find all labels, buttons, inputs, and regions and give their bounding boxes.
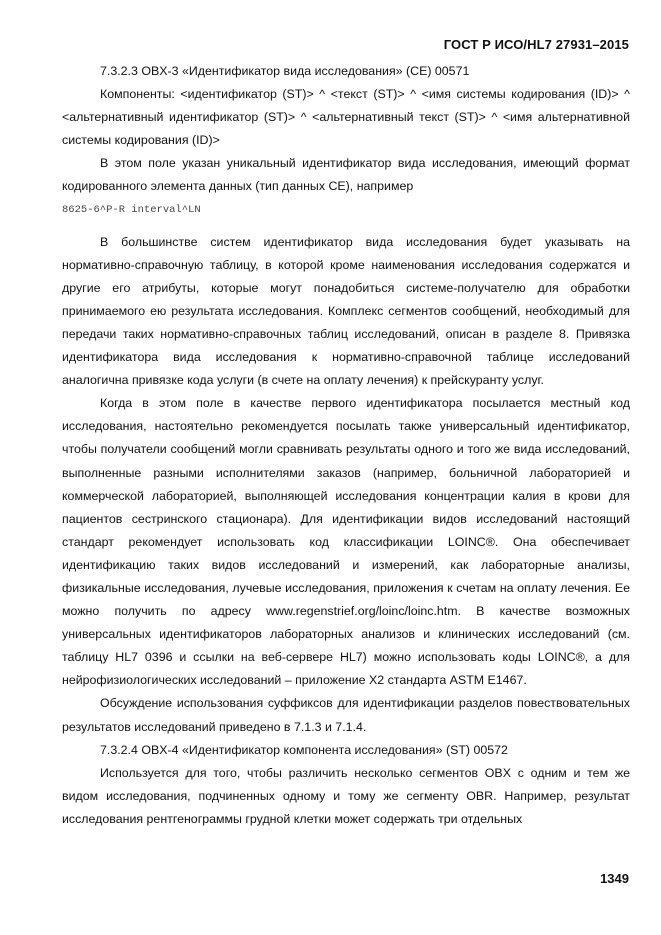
standard-header: ГОСТ Р ИСО/HL7 27931–2015: [443, 37, 629, 52]
loinc-paragraph: Когда в этом поле в качестве первого идентификатора посылается местный код исследования, настоятельно рекомендуется посылать также универсальный идентификатор, чтобы получатели сообщений могли сравнивать результаты одного и того же вида исследований, выполненные разными исполнителями заказов (например, больничной лабораторией и коммерческой лабораторией, выполняющей исследования концентрации калия в крови для пациентов сестринского стационара). Для идентификации видов исследований настоящий стандарт рекомендует использовать код классификации LOINC®. Она обеспечивает идентификацию таких видов исследований и измерений, как лабораторные анализы, физикальные исследования, лучевые исследования, приложения к счетам на оплату лечения. Ее можно получить по адресу www.regenstrief.org/loinc/loinc.htm. В качестве возможных универсальных идентификаторов лабораторных анализов и клинических исследований (см. таблицу HL7 0396 и ссылки на веб-сервере HL7) можно использовать коды LOINC®, а для нейрофизиологических исследований – приложение X2 стандарта ASTM E1467.: [62, 396, 630, 688]
suffix-discussion-paragraph: Обсуждение использования суффиксов для идентификации разделов повествовательных результатов исследований приведено в 7.1.3 и 7.1.4.: [62, 696, 630, 734]
section-heading-7-3-2-3: 7.3.2.3 OBX-3 «Идентификатор вида исследования» (CE) 00571: [100, 64, 470, 78]
body-text: [62, 60, 630, 831]
field-description-paragraph: В этом поле указан уникальный идентификатор вида исследования, имеющий формат кодированного элемента данных (тип данных CE), например: [62, 156, 630, 194]
code-example: 8625-6^P-R interval^LN: [62, 203, 201, 216]
page-number: 1349: [600, 871, 629, 886]
components-paragraph: Компоненты: <идентификатор (ST)> ^ <текст (ST)> ^ <имя системы кодирования (ID)> ^ <альтернативный идентификатор (ST)> ^ <альтернативный текст (ST)> ^ <имя альтернативной системы кодирования (ID)>: [62, 87, 630, 148]
obx4-description-paragraph: Используется для того, чтобы различить несколько сегментов OBX с одним и тем же видом исследования, подчиненных одному и тому же сегменту OBR. Например, результат исследования рентгенограммы грудной клетки может содержать три отдельных: [62, 765, 630, 826]
reference-table-paragraph: В большинстве систем идентификатор вида исследования будет указывать на нормативно-справочную таблицу, в которой кроме наименования исследования содержатся и другие его атрибуты, которые могут понадобиться системе-получателю для обработки принимаемого ею результата исследования. Комплекс сегментов сообщений, необходимый для передачи таких нормативно-справочных таблиц исследований, описан в разделе 8. Привязка идентификатора вида исследования к нормативно-справочной таблице исследований аналогична привязке кода услуги (в счете на оплату лечения) к прейскуранту услуг.: [62, 234, 630, 388]
section-heading-7-3-2-4: 7.3.2.4 OBX-4 «Идентификатор компонента исследования» (ST) 00572: [100, 742, 508, 757]
